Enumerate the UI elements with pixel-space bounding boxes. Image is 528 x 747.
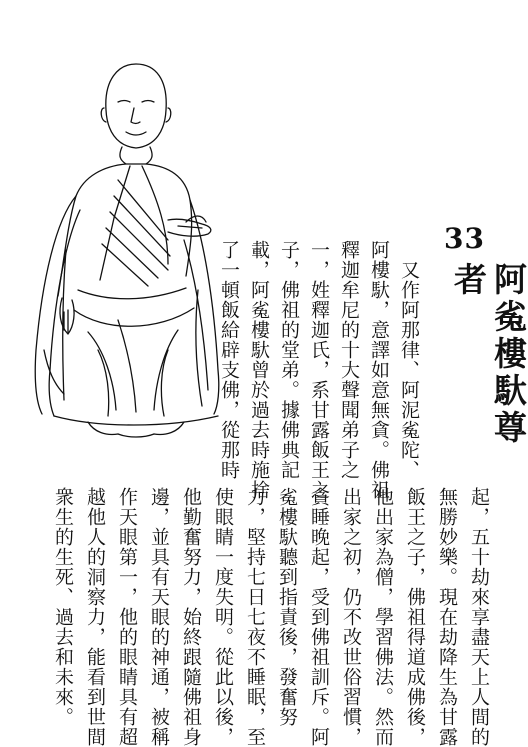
text-column: 力，堅持七日七夜不睡眠，至 xyxy=(244,487,266,747)
text-column: 作天眼第一，他的眼睛具有超 xyxy=(116,487,138,747)
page-title: 阿㝹樓馱尊者 xyxy=(449,262,528,447)
text-column: 阿樓馱，意譯如意無貪。佛祖 xyxy=(368,240,390,500)
text-column: 衆生的生死、過去和未來。 xyxy=(52,487,74,727)
text-column: 了一頓飯給辟支佛，從那時 xyxy=(218,240,240,480)
text-column: 又作阿那律、阿泥㝹陀、 xyxy=(398,240,420,480)
text-column: 他出家為僧，學習佛法。然而 xyxy=(372,487,394,747)
text-column: 使眼睛一度失明。從此以後， xyxy=(212,487,234,747)
text-column: 他勤奮努力，始終跟隨佛祖身 xyxy=(180,487,202,747)
text-column: 㝹樓馱聽到指責後，發奮努 xyxy=(276,487,298,727)
text-column: 釋迦牟尼的十大聲聞弟子之 xyxy=(338,240,360,480)
text-column: 載，阿㝹樓馱曾於過去時施捨 xyxy=(248,240,270,500)
text-column: 邊，並具有天眼的神通，被稱 xyxy=(148,487,170,747)
title-block xyxy=(440,222,528,482)
page-number: 33 xyxy=(444,222,485,255)
seated-monk-illustration xyxy=(18,50,233,440)
text-column: 一，姓釋迦氏，系甘露飯王之 xyxy=(308,240,330,500)
text-column: 子，佛祖的堂弟。據佛典記 xyxy=(278,240,300,480)
text-column: 飯王之子，佛祖得道成佛後， xyxy=(404,487,426,747)
text-column: 越他人的洞察力，能看到世間 xyxy=(84,487,106,747)
text-column: 貪睡晚起，受到佛祖訓斥。阿 xyxy=(308,487,330,747)
text-column: 起，五十劫來享盡天上人間的 xyxy=(468,487,490,747)
text-column: 無勝妙樂。現在劫降生為甘露 xyxy=(436,487,458,747)
text-column: 出家之初，仍不改世俗習慣， xyxy=(340,487,362,747)
